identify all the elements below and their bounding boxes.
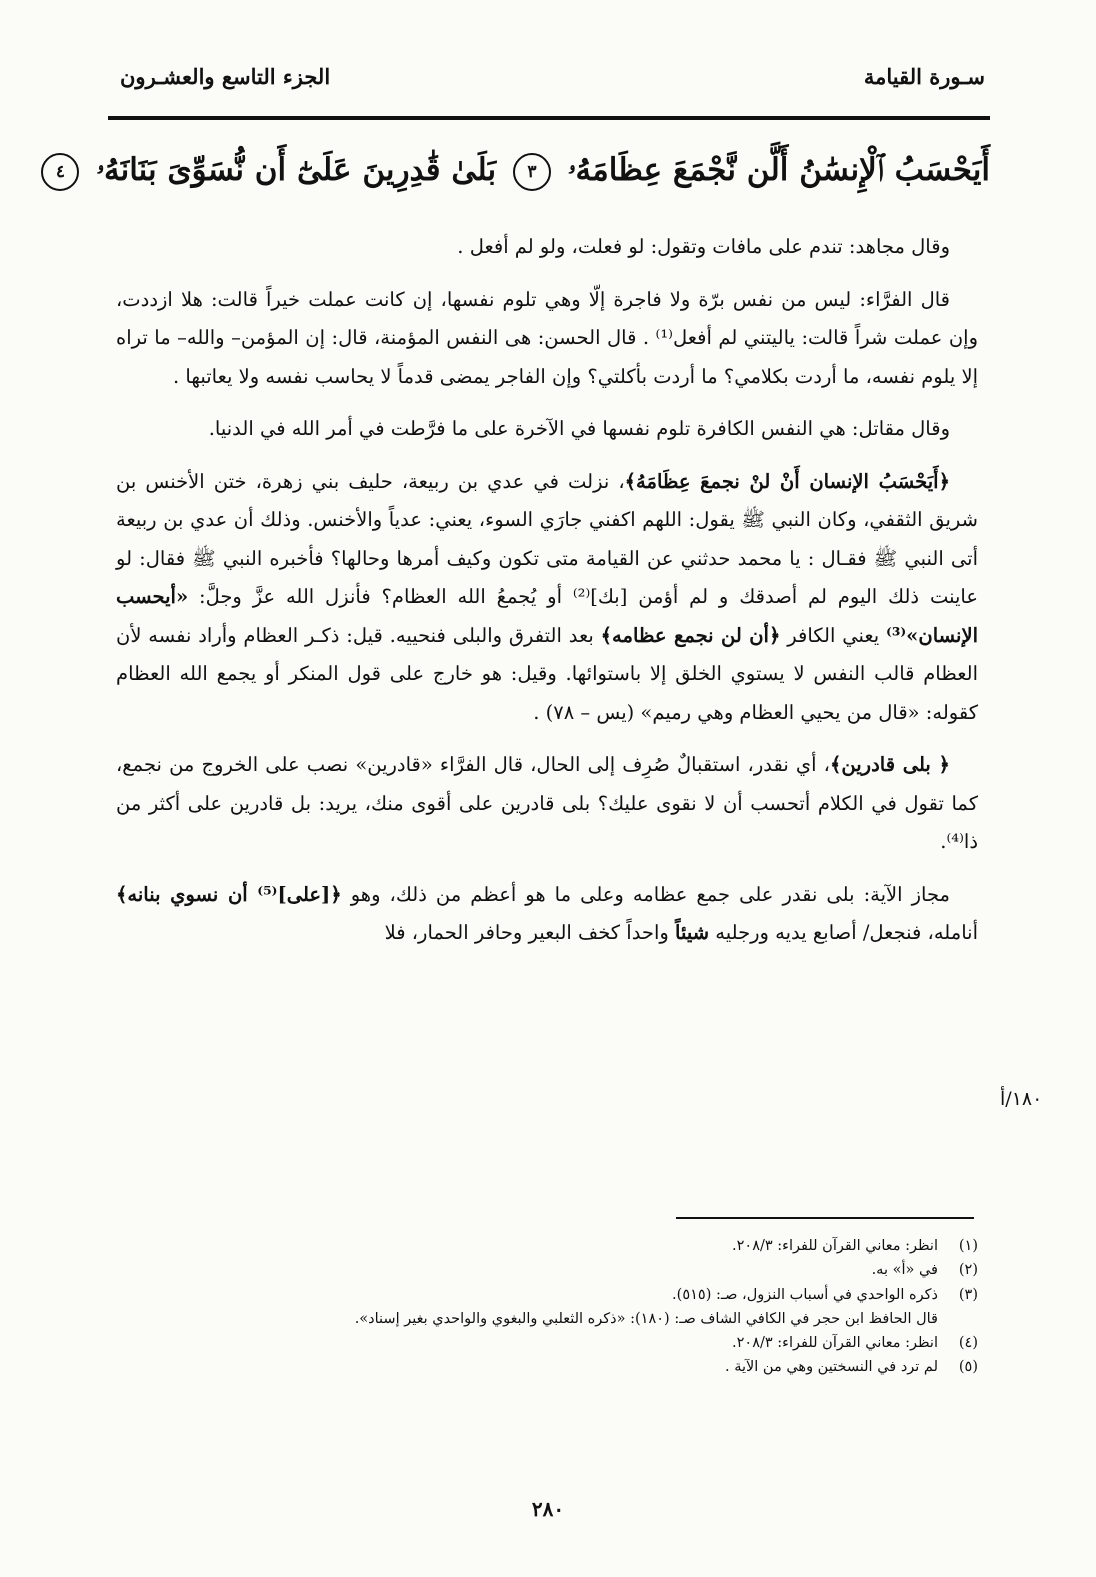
- running-header: [120, 58, 985, 94]
- ayah-number-4: ٤: [41, 153, 79, 191]
- quoted-verse: «أيحسب الإنسان»⁽³⁾: [116, 585, 978, 647]
- paragraph-muqatil: وقال مقاتل: هي النفس الكافرة تلوم نفسها في الآخرة على ما فرَّطت في أمر الله في الدنيا.: [208, 417, 950, 440]
- quran-verse: [55, 140, 990, 200]
- footnote-text: قال الحافظ ابن حجر في الكافي الشاف صـ: (١٨٠): «ذكره الثعلبي والبغوي والواحدي بغير إسناد».: [354, 1310, 938, 1327]
- footnote-number: (٤): [958, 1335, 978, 1352]
- paragraph-text: يعني الكافر: [780, 623, 887, 647]
- manuscript-folio-marker: ١٨٠/أ: [1000, 1088, 1043, 1110]
- paragraph-revelation-context: [116, 463, 978, 733]
- footnote-number: (٢): [958, 1262, 978, 1279]
- footnote-text: لم ترد في النسختين وهي من الآية .: [724, 1359, 938, 1376]
- paragraph-text: واحداً كخف البعير وحافر الحمار، فلا: [384, 921, 676, 944]
- footnote-text: انظر: معاني القرآن للفراء: ٢٠٨/٣.: [732, 1335, 938, 1352]
- paragraph-text: أنامله، فنجعل/ أصابع يديه ورجليه: [709, 921, 978, 944]
- quoted-verse: ﴿أن لن نجمع عظامه﴾: [600, 623, 781, 647]
- footnote-text: في «أ» به.: [871, 1262, 938, 1279]
- quoted-verse: ﴿[على]⁽⁵⁾ أن نسوي بنانه﴾: [116, 882, 342, 906]
- ayah-number-3: ٣: [513, 153, 551, 191]
- commentary-body: [116, 228, 978, 965]
- header-part-name: الجزء التاسع والعشـرون: [120, 63, 331, 89]
- paragraph-qadirin: [116, 746, 978, 862]
- footnote-text: ذكره الواحدي في أسباب النزول، صـ: (٥١٥).: [672, 1286, 938, 1303]
- quoted-verse: ﴿أَيَحْسَبُ الإنسان أَنْ لنْ نجمعَ عِظَامَهُ﴾: [624, 469, 950, 493]
- quoted-verse: ﴿ بلى قادرين﴾: [829, 753, 950, 776]
- paragraph-mujahid: وقال مجاهد: تندم على مافات وتقول: لو فعلت، ولو لم أفعل .: [457, 235, 950, 258]
- footnote: [200, 1234, 978, 1258]
- footnote: [200, 1355, 978, 1379]
- footnote: [200, 1283, 978, 1307]
- paragraph-farra: قال الفرَّاء: ليس من نفس برّة ولا فاجرة إلّا وهي تلوم نفسها، إن كانت عملت خيراً قالت: هلا ازددت، وإن عملت شراً قالت: ياليتني لم أفعل⁽¹⁾ . قال الحسن: هى النفس المؤمنة، قال: إن المؤمن– والله– ما تراه إلا يلوم نفسه، ما أردت بكلامي؟ ما أردت بأكلتي؟ وإن الفاجر يمضى قدماً لا يحاسب نفسه ولا يعاتبها .: [116, 287, 978, 388]
- verse-text-3: أَيَحْسَبُ ٱلْإِنسَٰنُ أَلَّن نَّجْمَعَ عِظَامَهُۥ: [567, 152, 990, 188]
- header-rule: [108, 116, 990, 120]
- footnote-number: (١): [958, 1238, 978, 1254]
- footnote-continuation: [200, 1307, 978, 1331]
- paragraph-text: ، أي نقدر، استقبالٌ صُرِف إلى الحال، قال الفرَّاء «قادرين» نصب على الخروج من نجمع، كما تقول في الكلام أتحسب أن لا نقوى عليك؟ بلى قادرين على أقوى منك، يريد: بل قادرين على أكثر من ذا⁽⁴⁾.: [116, 753, 978, 853]
- bold-word: شيئاً: [675, 921, 710, 944]
- page-number: ٢٨٠: [531, 1497, 565, 1521]
- footnote-text: انظر: معاني القرآن للفراء: ٢٠٨/٣.: [732, 1238, 938, 1254]
- footnote-separator: [676, 1217, 974, 1219]
- footnote-number: (٣): [958, 1286, 978, 1303]
- paragraph-text: بعد التفرق والبلى فنحييه. قيل: ذكـر العظام وأراد نفسه لأن العظام قالب النفس لا يستوي الخلق إلا باستوائها. وقيل: هو خارج على قول المنكر أو يجمع الله العظام كقوله: «قال من يحيي العظام وهي رميم» (يس – ٧٨) .: [116, 623, 978, 724]
- paragraph-text: مجاز الآية: بلى نقدر على جمع عظامه وعلى ما هو أعظم من ذلك، وهو: [341, 882, 950, 906]
- footnote-number: (٥): [958, 1359, 978, 1376]
- header-surah-name: سـورة القيامة: [863, 63, 985, 89]
- verse-text-4: بَلَىٰ قَٰدِرِينَ عَلَىٰٓ أَن نُّسَوِّىَ بَنَانَهُۥ: [96, 152, 497, 188]
- paragraph-majaz: [116, 876, 978, 953]
- footnotes: [200, 1234, 978, 1380]
- footnote: [200, 1331, 978, 1355]
- paragraph-text: ، نزلت في عدي بن ربيعة، حليف بني زهرة، ختن الأخنس بن شريق الثقفي، وكان النبي ﷺ يقول: اللهم اكفني جارَي السوء، يعني: عدياً والأخنس. وذلك أن عدي بن ربيعة أتى النبي ﷺ فقـال : يا محمد حدثني عن القيامة متى تكون وكيف أمرها وحالها؟ فأخبره النبي ﷺ فقال: لو عاينت ذلك اليوم لم أصدقك و لم أؤمن [بك]⁽²⁾ أو يُجمعُ الله العظام؟ فأنزل الله عزَّ وجلَّ:: [116, 469, 978, 608]
- footnote: [200, 1258, 978, 1282]
